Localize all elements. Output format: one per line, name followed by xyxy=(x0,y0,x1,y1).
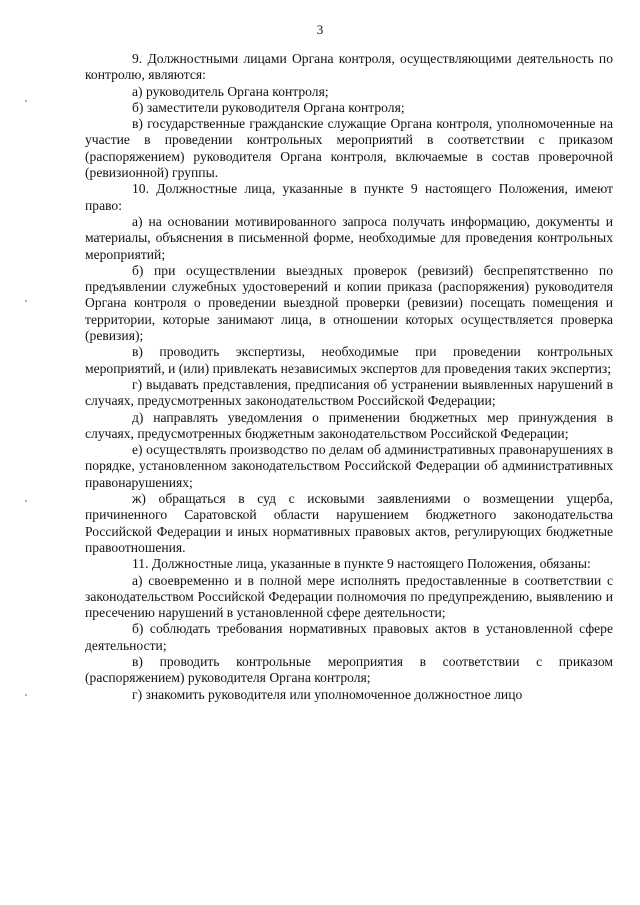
paragraph-11-b: б) соблюдать требования нормативных правовых актов в установленной сфере деятельности; xyxy=(85,621,613,653)
paragraph-11-g: г) знакомить руководителя или уполномоченное должностное лицо xyxy=(132,686,523,702)
paragraph-10-a: а) на основании мотивированного запроса получать информацию, документы и материалы, объяснения в письменной форме, необходимые для проведения контрольных мероприятий; xyxy=(85,213,613,262)
paragraph-11-v: в) проводить контрольные мероприятия в соответствии с приказом (распоряжением) руководителя Органа контроля; xyxy=(85,653,613,686)
scan-speck xyxy=(25,694,27,696)
paragraph-10-zh: ж) обращаться в суд с исковыми заявлениями о возмещении ущерба, причиненного Саратовской области нарушением бюджетного законодательства Российской Федерации и иных нормативных правовых актов, регулирующих бюджетные правоотношения. xyxy=(85,491,613,555)
paragraph-9-b: б) заместители руководителя Органа контроля; xyxy=(132,99,405,115)
page-number: 3 xyxy=(316,22,324,37)
paragraph-9-v: в) государственные гражданские служащие Органа контроля, уполномоченные на участие в проведении контрольных мероприятий в соответствии с приказом (распоряжением) руководителя Органа контроля, включаемые в состав проверочной (ревизионной) группы. xyxy=(85,116,613,181)
paragraph-10-b: б) при осуществлении выездных проверок (ревизий) беспрепятственно по предъявлении служебных удостоверений и копии приказа (распоряжения) руководителя Органа контроля о проведении выездной проверки (ревизии) посещать помещения и территории, которые занимают лица, в отношении которых осуществляется проверка (ревизия); xyxy=(85,262,613,344)
paragraph-10-intro: 10. Должностные лица, указанные в пункте 9 настоящего Положения, имеют право: xyxy=(85,181,613,213)
document-body xyxy=(85,51,613,703)
scan-speck xyxy=(25,100,27,102)
scan-speck xyxy=(25,500,27,502)
paragraph-9-a: а) руководитель Органа контроля; xyxy=(132,83,329,99)
paragraph-10-v: в) проводить экспертизы, необходимые при проведении контрольных мероприятий, и (или) привлекать независимых экспертов для проведения таких экспертиз; xyxy=(85,344,613,376)
paragraph-11-intro: 11. Должностные лица, указанные в пункте 9 настоящего Положения, обязаны: xyxy=(132,556,591,572)
paragraph-10-g: г) выдавать представления, предписания об устранении выявленных нарушений в случаях, предусмотренных законодательством Российской Федерации; xyxy=(85,376,613,409)
paragraph-9-intro: 9. Должностными лицами Органа контроля, осуществляющими деятельность по контролю, являются: xyxy=(85,51,613,83)
scan-speck xyxy=(25,300,27,302)
paragraph-10-e: е) осуществлять производство по делам об административных правонарушениях в порядке, установленном законодательством Российской Федерации об административных правонарушениях; xyxy=(85,442,613,490)
paragraph-11-a: а) своевременно и в полной мере исполнять предоставленные в соответствии с законодательством Российской Федерации полномочия по предупреждению, выявлению и пресечению нарушений в установленной сфере деятельности; xyxy=(85,572,613,621)
paragraph-10-d: д) направлять уведомления о применении бюджетных мер принуждения в случаях, предусмотренных бюджетным законодательством Российской Федерации; xyxy=(85,409,613,441)
